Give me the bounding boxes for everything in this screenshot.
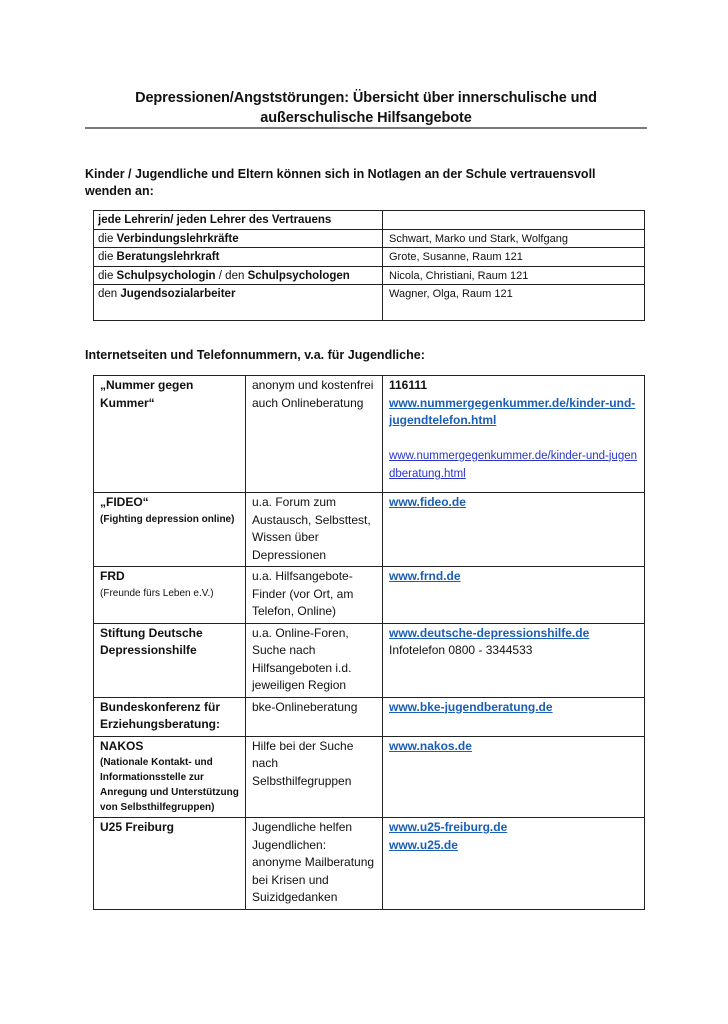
table-row — [94, 697, 645, 736]
resource-description: u.a. Online-Foren, Suche nach Hilfsangeboten i.d. jeweiligen Region — [246, 623, 383, 697]
resource-contact — [383, 493, 645, 567]
link-deutsche-depressionshilfe[interactable]: www.deutsche-depressionshilfe.de — [389, 625, 590, 640]
link-fideo[interactable]: www.fideo.de — [389, 495, 466, 509]
resource-name: FRD (Freunde fürs Leben e.V.) — [94, 567, 246, 624]
resource-name: „Nummer gegen Kummer“ — [94, 376, 246, 493]
table-row — [94, 493, 645, 567]
contact-person: Nicola, Christiani, Raum 121 — [383, 266, 645, 285]
contact-person: Wagner, Olga, Raum 121 — [383, 285, 645, 321]
link-bke-jugendberatung[interactable]: www.bke-jugendberatung.de — [389, 699, 553, 714]
resource-description: Jugendliche helfen Jugendlichen: anonyme Mailberatung bei Krisen und Suizidgedanken — [246, 818, 383, 910]
contact-person: Grote, Susanne, Raum 121 — [383, 248, 645, 267]
page-title — [85, 88, 647, 128]
resource-contact — [383, 567, 645, 624]
resource-description: bke-Onlineberatung — [246, 697, 383, 736]
contact-role: die Verbindungslehrkräfte — [94, 229, 383, 248]
resource-description: Hilfe bei der Suche nach Selbsthilfegruppen — [246, 736, 383, 818]
link-u25-freiburg[interactable]: www.u25-freiburg.de — [389, 820, 508, 834]
resource-name: Bundeskonferenz für Erziehungsberatung: — [94, 697, 246, 736]
resource-name: NAKOS (Nationale Kontakt- und Informationsstelle zur Anregung und Unterstützung von Selbsthilfegruppen) — [94, 736, 246, 818]
info-phone: Infotelefon 0800 - 3344533 — [389, 643, 533, 657]
table-row — [94, 229, 645, 248]
table-row — [94, 623, 645, 697]
table-row — [94, 211, 645, 230]
title-line-2: außerschulische Hilfsangebote — [260, 110, 472, 126]
resource-description: anonym und kostenfrei auch Onlineberatung — [246, 376, 383, 493]
link-nummergegenkummer-beratung[interactable]: www.nummergegenkummer.de/kinder-und-jugendberatung.html — [389, 449, 638, 480]
resource-contact — [383, 818, 645, 910]
link-nakos[interactable]: www.nakos.de — [389, 738, 472, 753]
table-row — [94, 376, 645, 493]
resource-contact — [383, 376, 645, 493]
intro-heading: Kinder / Jugendliche und Eltern können sich in Notlagen an der Schule vertrauensvoll wenden an: — [85, 167, 596, 198]
link-nummergegenkummer-telefon[interactable]: www.nummergegenkummer.de/kinder-und-jugendtelefon.html — [389, 395, 636, 427]
contact-role: die Beratungslehrkraft — [94, 248, 383, 267]
table-row — [94, 818, 645, 910]
section-heading-resources: Internetseiten und Telefonnummern, v.a. für Jugendliche: — [85, 348, 425, 362]
resource-contact — [383, 623, 645, 697]
table-row — [94, 285, 645, 321]
title-line-1: Depressionen/Angststörungen: Übersicht über innerschulische und — [135, 90, 597, 106]
link-u25[interactable]: www.u25.de — [389, 837, 458, 852]
table-row — [94, 736, 645, 818]
phone-number: 116111 — [389, 378, 428, 392]
resource-name: Stiftung Deutsche Depressionshilfe — [94, 623, 246, 697]
school-contacts-table — [93, 210, 645, 321]
contact-person: Schwart, Marko und Stark, Wolfgang — [383, 229, 645, 248]
contact-role: jede Lehrerin/ jeden Lehrer des Vertrauens — [94, 211, 383, 230]
resource-contact — [383, 736, 645, 818]
resource-name: U25 Freiburg — [94, 818, 246, 910]
resource-contact — [383, 697, 645, 736]
resource-name: „FIDEO“ (Fighting depression online) — [94, 493, 246, 567]
resource-description: u.a. Hilfsangebote-Finder (vor Ort, am Telefon, Online) — [246, 567, 383, 624]
contact-person — [383, 211, 645, 230]
table-row — [94, 248, 645, 267]
contact-role: die Schulpsychologin / den Schulpsychologen — [94, 266, 383, 285]
link-frnd[interactable]: www.frnd.de — [389, 569, 461, 583]
contact-role: den Jugendsozialarbeiter — [94, 285, 383, 321]
title-divider — [85, 127, 647, 129]
resource-description: u.a. Forum zum Austausch, Selbsttest, Wissen über Depressionen — [246, 493, 383, 567]
table-row — [94, 567, 645, 624]
table-row — [94, 266, 645, 285]
resources-table — [93, 375, 645, 910]
